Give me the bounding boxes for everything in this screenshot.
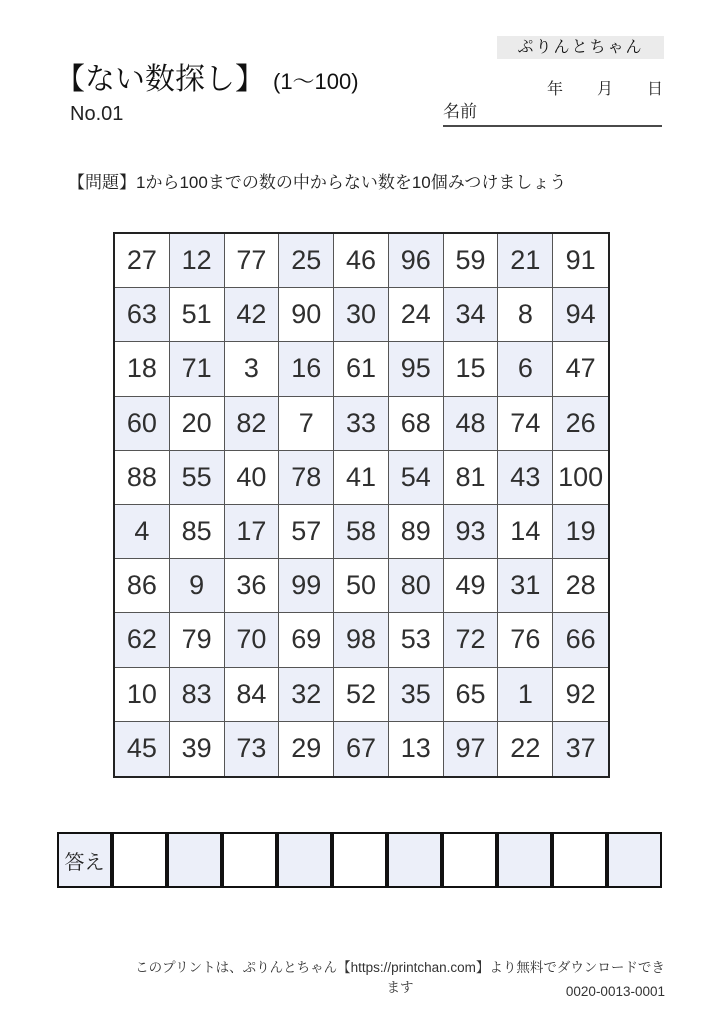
grid-cell: 28 [553,559,608,613]
date-year-label: 年 [546,81,563,98]
name-field [443,98,662,127]
grid-cell: 22 [498,722,553,776]
answer-box [607,832,662,888]
answer-box [112,832,167,888]
grid-cell: 72 [444,613,499,667]
grid-cell: 35 [389,668,444,722]
grid-cell: 99 [279,559,334,613]
grid-cell: 54 [389,451,444,505]
grid-cell: 86 [115,559,170,613]
grid-cell: 1 [498,668,553,722]
grid-cell: 77 [225,234,280,288]
name-label: 名前 [443,102,477,121]
brand-badge: ぷりんとちゃん [497,36,664,59]
grid-cell: 73 [225,722,280,776]
grid-cell: 62 [115,613,170,667]
answer-box [387,832,442,888]
grid-cell: 88 [115,451,170,505]
grid-cell: 84 [225,668,280,722]
grid-cell: 93 [444,505,499,559]
title-text: 【ない数探し】 [55,63,265,96]
grid-cell: 4 [115,505,170,559]
grid-cell: 42 [225,288,280,342]
grid-cell: 32 [279,668,334,722]
answer-box [167,832,222,888]
grid-cell: 12 [170,234,225,288]
grid-cell: 31 [498,559,553,613]
sheet-number: No.01 [70,103,124,125]
grid-cell: 19 [553,505,608,559]
grid-cell: 76 [498,613,553,667]
grid-cell: 67 [334,722,389,776]
grid-cell: 74 [498,397,553,451]
grid-cell: 91 [553,234,608,288]
date-fields [547,76,663,99]
grid-cell: 50 [334,559,389,613]
grid-cell: 98 [334,613,389,667]
grid-cell: 63 [115,288,170,342]
grid-cell: 8 [498,288,553,342]
answer-label-cell [57,832,112,888]
grid-cell: 59 [444,234,499,288]
answer-row [57,832,662,888]
grid-cell: 27 [115,234,170,288]
grid-cell: 82 [225,397,280,451]
problem-statement: 【問題】1から100までの数の中からない数を10個みつけましょう [68,173,567,192]
grid-cell: 97 [444,722,499,776]
grid-cell: 96 [389,234,444,288]
grid-cell: 6 [498,342,553,396]
grid-cell: 48 [444,397,499,451]
grid-cell: 53 [389,613,444,667]
grid-cell: 95 [389,342,444,396]
grid-cell: 41 [334,451,389,505]
grid-cell: 47 [553,342,608,396]
grid-cell: 16 [279,342,334,396]
page-title [55,54,359,98]
grid-cell: 94 [553,288,608,342]
grid-cell: 9 [170,559,225,613]
grid-cell: 3 [225,342,280,396]
grid-cell: 7 [279,397,334,451]
grid-cell: 68 [389,397,444,451]
grid-cell: 65 [444,668,499,722]
grid-cell: 45 [115,722,170,776]
grid-cell: 66 [553,613,608,667]
title-range: (1〜100) [273,69,359,94]
grid-cell: 69 [279,613,334,667]
grid-cell: 89 [389,505,444,559]
grid-cell: 20 [170,397,225,451]
number-grid [113,232,610,778]
grid-cell: 39 [170,722,225,776]
grid-cell: 14 [498,505,553,559]
grid-cell: 17 [225,505,280,559]
grid-cell: 79 [170,613,225,667]
grid-cell: 46 [334,234,389,288]
grid-cell: 24 [389,288,444,342]
answer-box [222,832,277,888]
grid-cell: 100 [553,451,608,505]
answer-label: 答え [64,851,105,874]
grid-cell: 55 [170,451,225,505]
answer-box [442,832,497,888]
footer-code: 0020-0013-0001 [565,984,665,999]
grid-cell: 70 [225,613,280,667]
grid-cell: 78 [279,451,334,505]
grid-cell: 18 [115,342,170,396]
grid-cell: 13 [389,722,444,776]
date-day-label: 日 [646,81,663,98]
grid-cell: 58 [334,505,389,559]
answer-box [497,832,552,888]
footer-credit: このプリントは、ぷりんとちゃん【https://printchan.com】より無料でダウンロードできます [135,960,665,995]
grid-cell: 33 [334,397,389,451]
answer-box [552,832,607,888]
grid-cell: 15 [444,342,499,396]
grid-cell: 10 [115,668,170,722]
grid-cell: 37 [553,722,608,776]
grid-cell: 29 [279,722,334,776]
grid-cell: 30 [334,288,389,342]
grid-cell: 34 [444,288,499,342]
grid-cell: 21 [498,234,553,288]
grid-cell: 25 [279,234,334,288]
grid-cell: 52 [334,668,389,722]
grid-cell: 49 [444,559,499,613]
grid-cell: 57 [279,505,334,559]
grid-cell: 71 [170,342,225,396]
grid-cell: 26 [553,397,608,451]
grid-cell: 92 [553,668,608,722]
grid-cell: 36 [225,559,280,613]
date-month-label: 月 [596,81,613,98]
grid-cell: 43 [498,451,553,505]
grid-cell: 40 [225,451,280,505]
grid-cell: 61 [334,342,389,396]
grid-cell: 90 [279,288,334,342]
answer-box [277,832,332,888]
grid-cell: 51 [170,288,225,342]
grid-cell: 85 [170,505,225,559]
grid-cell: 81 [444,451,499,505]
grid-cell: 60 [115,397,170,451]
answer-box [332,832,387,888]
grid-cell: 83 [170,668,225,722]
grid-cell: 80 [389,559,444,613]
